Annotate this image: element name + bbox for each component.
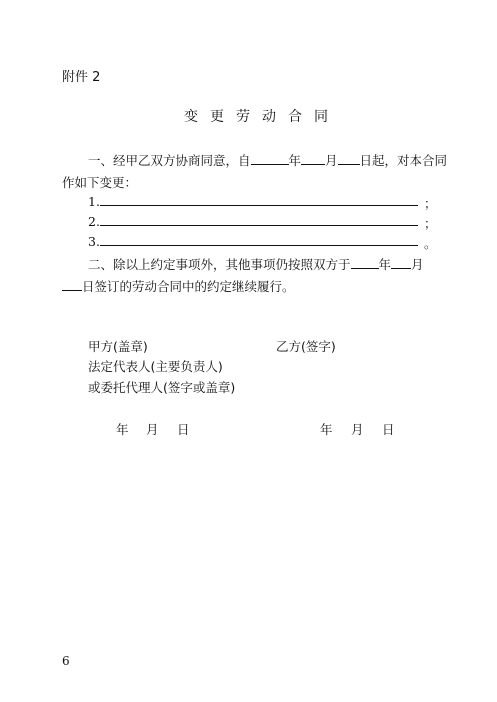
item-2-number: 2. (88, 214, 100, 229)
title-char: 变 (184, 109, 198, 125)
blank-year[interactable] (351, 256, 379, 269)
attachment-label: 附件 2 (62, 70, 101, 85)
item-3-number: 3. (88, 234, 100, 249)
party-a-date-year: 年 (116, 422, 129, 437)
paragraph-1-line-2: 作如下变更： (62, 175, 138, 190)
authorized-agent-label: 或委托代理人(签字或盖章) (88, 380, 236, 395)
document-title (184, 106, 340, 126)
party-b-date-month: 月 (351, 422, 364, 437)
item-3-end: 。 (424, 236, 437, 251)
blank-day[interactable] (62, 278, 82, 291)
legal-representative-label: 法定代表人(主要负责人) (88, 359, 223, 374)
paragraph-2-line-1: 二、除以上约定事项外，其他事项仍按照双方于 年 月 (88, 257, 424, 272)
paragraph-2-line-2: 日签订的劳动合同中的约定继续履行。 (62, 277, 295, 295)
paragraph-1-line-1: 一、经甲乙双方协商同意，自 年 月 日起，对本合同 (88, 153, 448, 168)
title-char: 合 (288, 109, 302, 125)
blank-month[interactable] (301, 152, 325, 165)
blank-day[interactable] (338, 152, 360, 165)
blank-month[interactable] (391, 256, 411, 269)
item-1-number: 1. (88, 194, 100, 209)
item-2-end: ； (424, 216, 437, 231)
title-char: 同 (314, 109, 328, 125)
party-a-date-month: 月 (146, 422, 159, 437)
item-3-blank[interactable] (100, 245, 418, 246)
title-char: 动 (262, 109, 276, 125)
page-number: 6 (62, 654, 70, 668)
item-1-end: ； (424, 196, 437, 211)
party-b-date-year: 年 (320, 422, 333, 437)
item-2-blank[interactable] (100, 225, 418, 226)
blank-year[interactable] (251, 152, 289, 165)
title-char: 劳 (236, 109, 250, 125)
party-a-label: 甲方(盖章) (88, 339, 148, 354)
party-b-label: 乙方(签字) (276, 339, 336, 354)
party-a-date-day: 日 (177, 422, 190, 437)
item-1-blank[interactable] (100, 205, 418, 206)
party-b-date-day: 日 (382, 422, 395, 437)
title-char: 更 (210, 109, 224, 125)
